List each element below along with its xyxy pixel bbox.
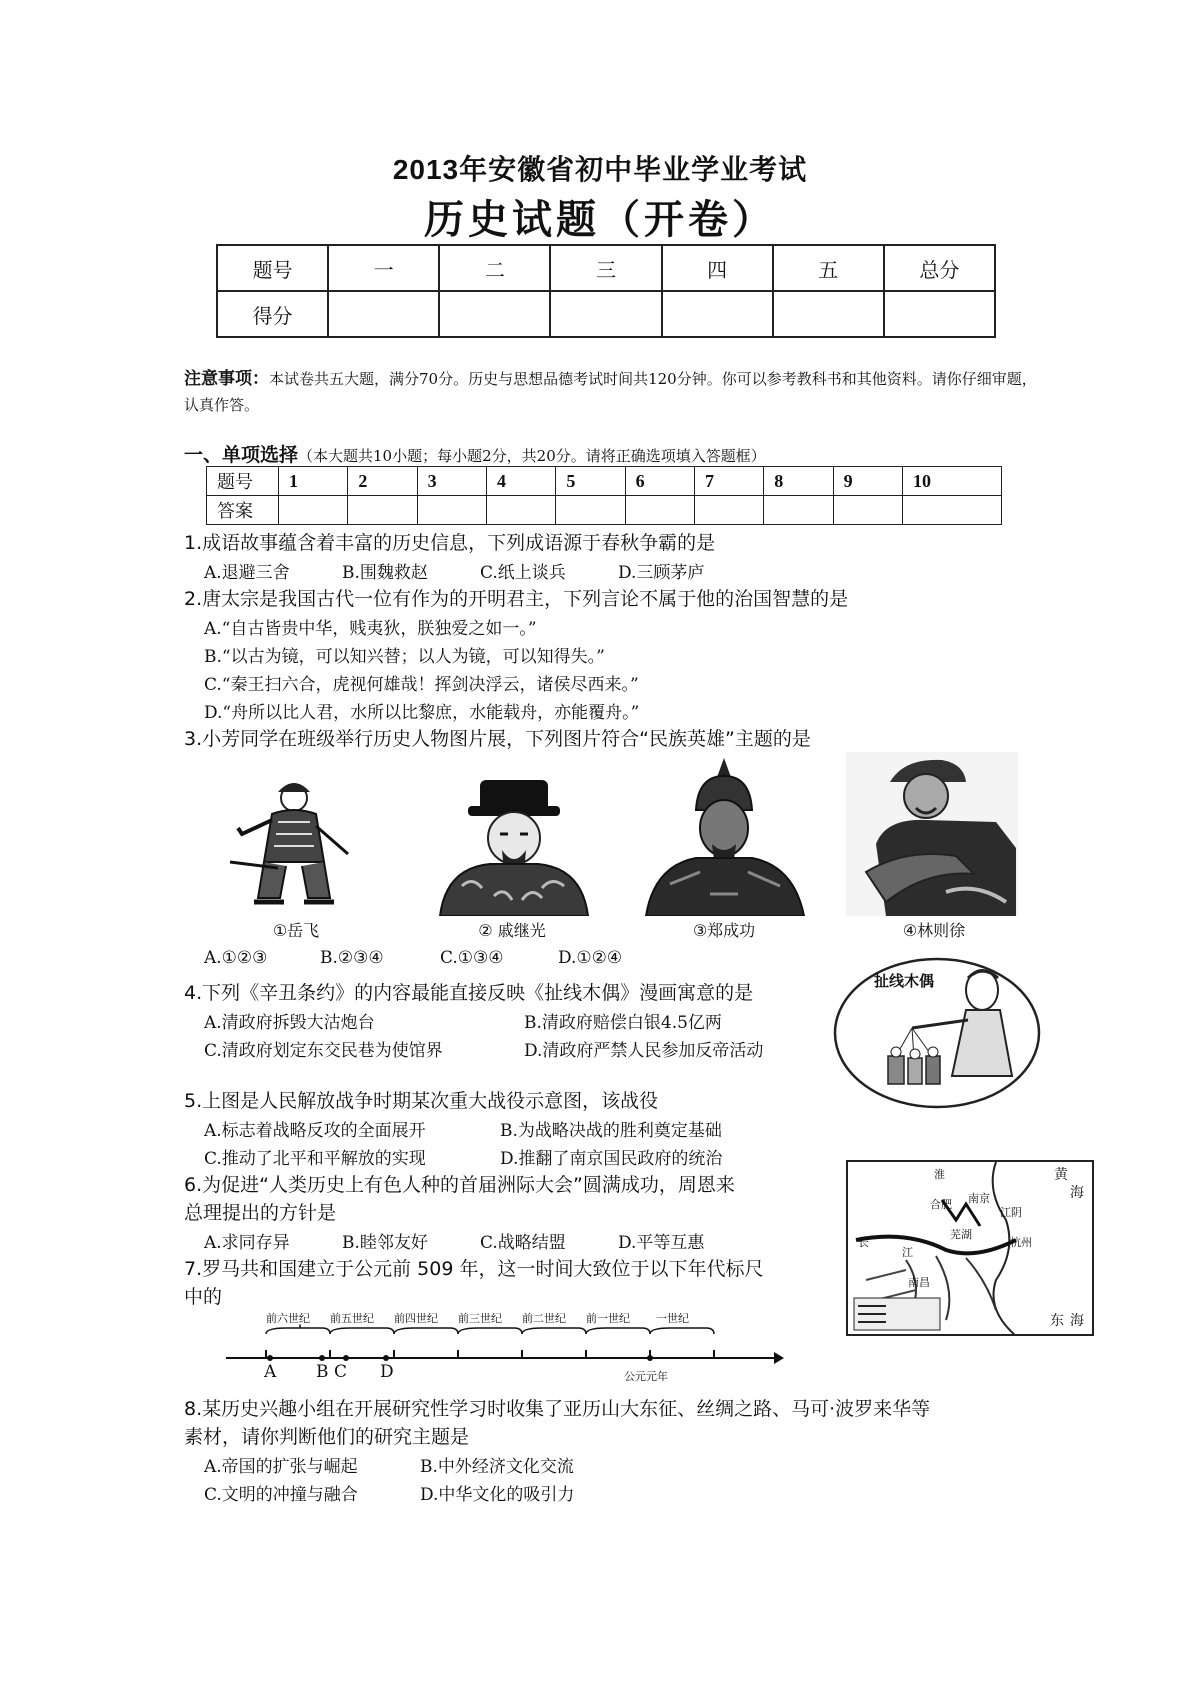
century-timeline	[226, 1310, 786, 1380]
score-input-cell[interactable]	[662, 291, 773, 337]
timeline-century-label: 前四世纪	[394, 1312, 438, 1325]
score-input-cell[interactable]	[439, 291, 550, 337]
question-1-option-a[interactable]: A.退避三舍	[204, 563, 290, 583]
answer-number: 2	[348, 467, 417, 496]
caption-qi-jiguang: ② 戚继光	[478, 921, 546, 940]
question-2-option-c[interactable]: C.“秦王扫六合，虎视何雄哉！挥剑决浮云，诸侯尽西来。”	[204, 675, 639, 695]
map-label: 合肥	[930, 1198, 952, 1211]
answer-cell[interactable]	[486, 496, 555, 525]
question-8-stem-line2: 素材，请你判断他们的研究主题是	[184, 1426, 470, 1448]
answer-cell[interactable]	[417, 496, 486, 525]
question-1-option-d[interactable]: D.三顾茅庐	[618, 563, 705, 583]
answer-cell[interactable]	[625, 496, 694, 525]
question-8-stem-line1: 8.某历史兴趣小组在开展研究性学习时收集了亚历山大东征、丝绸之路、马可·波罗来华等	[184, 1398, 931, 1420]
caption-yue-fei: ①岳飞	[272, 921, 320, 940]
answer-table-number-row	[207, 467, 1002, 496]
map-label: 江阴	[1000, 1206, 1022, 1219]
answer-number: 6	[625, 467, 694, 496]
question-5-option-b[interactable]: B.为战略决战的胜利奠定基础	[500, 1121, 722, 1141]
answer-number: 1	[279, 467, 348, 496]
question-6-option-d[interactable]: D.平等互惠	[618, 1233, 705, 1253]
question-2-option-a[interactable]: A.“自古皆贵中华，贱夷狄，朕独爱之如一。”	[204, 619, 537, 639]
answer-number: 10	[902, 467, 1001, 496]
question-5-option-a[interactable]: A.标志着战略反攻的全面展开	[204, 1121, 426, 1141]
question-3-option-a[interactable]: A.①②③	[204, 948, 268, 968]
answer-cell[interactable]	[902, 496, 1001, 525]
score-input-cell[interactable]	[328, 291, 439, 337]
exam-subtitle: 历史试题（开卷）	[424, 197, 776, 243]
answer-cell[interactable]	[556, 496, 625, 525]
question-4-stem: 4.下列《辛丑条约》的内容最能直接反映《扯线木偶》漫画寓意的是	[184, 982, 754, 1004]
score-cell: 三	[550, 245, 661, 291]
map-label: 杭州	[1010, 1236, 1032, 1249]
question-4-option-a[interactable]: A.清政府拆毁大沽炮台	[204, 1013, 375, 1033]
timeline-century-label: 前三世纪	[458, 1312, 502, 1325]
score-table-score-row	[217, 291, 995, 337]
question-5-stem: 5.上图是人民解放战争时期某次重大战役示意图，该战役	[184, 1090, 659, 1112]
question-2-option-b[interactable]: B.“以古为镜，可以知兴替；以人为镜，可以知得失。”	[204, 647, 605, 667]
answer-cell[interactable]	[764, 496, 833, 525]
timeline-epoch-label: 公元元年	[624, 1370, 668, 1383]
map-label: 南昌	[908, 1276, 930, 1289]
score-input-cell[interactable]	[773, 291, 884, 337]
question-8-option-b[interactable]: B.中外经济文化交流	[420, 1457, 574, 1477]
answer-cell[interactable]	[348, 496, 417, 525]
caption-lin-zexu: ④林则徐	[902, 921, 966, 940]
score-cell: 总分	[884, 245, 995, 291]
notice-label: 注意事项：	[184, 369, 269, 389]
timeline-point-d: D	[380, 1362, 394, 1382]
qi-jiguang-portrait	[432, 776, 596, 916]
score-input-cell[interactable]	[884, 291, 995, 337]
answer-cell[interactable]	[279, 496, 348, 525]
answer-cell[interactable]	[694, 496, 763, 525]
question-3-option-c[interactable]: C.①③④	[440, 948, 504, 968]
timeline-century-label: 一世纪	[656, 1312, 689, 1325]
answer-number: 3	[417, 467, 486, 496]
question-6-stem-line2: 总理提出的方针是	[184, 1202, 337, 1224]
timeline-century-label: 前二世纪	[522, 1312, 566, 1325]
question-3-stem: 3.小芳同学在班级举行历史人物图片展，下列图片符合“民族英雄”主题的是	[184, 728, 811, 750]
question-8-option-a[interactable]: A.帝国的扩张与崛起	[204, 1457, 358, 1477]
map-label: 黄	[1054, 1167, 1068, 1183]
timeline-point-b: B	[316, 1362, 329, 1382]
timeline-century-label: 前五世纪	[330, 1312, 374, 1325]
score-cell: 题号	[217, 245, 328, 291]
map-label: 东	[1050, 1313, 1064, 1329]
question-4-option-b[interactable]: B.清政府赔偿白银4.5亿两	[524, 1013, 722, 1033]
question-4-option-c[interactable]: C.清政府划定东交民巷为使馆界	[204, 1041, 443, 1061]
score-input-cell[interactable]	[550, 291, 661, 337]
exam-title: 2013年安徽省初中毕业学业考试	[392, 154, 808, 185]
score-cell: 二	[439, 245, 550, 291]
answer-table	[206, 466, 1002, 525]
timeline-point-c: C	[334, 1362, 348, 1382]
question-8-option-d[interactable]: D.中华文化的吸引力	[420, 1485, 575, 1505]
question-6-option-c[interactable]: C.战略结盟	[480, 1233, 566, 1253]
lin-zexu-portrait	[846, 752, 1018, 916]
timeline-century-label: 前一世纪	[586, 1312, 630, 1325]
question-1-option-c[interactable]: C.纸上谈兵	[480, 563, 566, 583]
score-table	[216, 244, 996, 338]
question-7-stem-line2: 中的	[184, 1286, 223, 1308]
question-3-option-b[interactable]: B.②③④	[320, 948, 384, 968]
answer-table-label: 答案	[207, 496, 279, 525]
score-cell: 一	[328, 245, 439, 291]
question-2-stem: 2.唐太宗是我国古代一位有作为的开明君主，下列言论不属于他的治国智慧的是	[184, 588, 849, 610]
question-6-option-a[interactable]: A.求同存异	[204, 1233, 290, 1253]
question-8-option-c[interactable]: C.文明的冲撞与融合	[204, 1485, 358, 1505]
question-1-stem: 1.成语故事蕴含着丰富的历史信息，下列成语源于春秋争霸的是	[184, 532, 716, 554]
map-label: 淮	[934, 1168, 945, 1181]
answer-number: 7	[694, 467, 763, 496]
map-label: 江	[902, 1246, 913, 1259]
map-label: 长	[858, 1236, 869, 1249]
answer-table-answer-row	[207, 496, 1002, 525]
yue-fei-illustration	[228, 776, 358, 916]
puppet-cartoon-title: 扯线木偶	[874, 972, 935, 990]
notice	[184, 366, 1044, 418]
map-label: 南京	[968, 1192, 990, 1205]
map-label: 海	[1070, 1185, 1084, 1201]
question-6-stem-line1: 6.为促进“人类历史上有色人种的首届洲际大会”圆满成功，周恩来	[184, 1174, 735, 1196]
score-cell: 四	[662, 245, 773, 291]
question-7-stem-line1: 7.罗马共和国建立于公元前 509 年，这一时间大致位于以下年代标尺	[184, 1258, 764, 1280]
answer-cell[interactable]	[833, 496, 902, 525]
puppet-cartoon	[832, 956, 1042, 1110]
question-4-option-d[interactable]: D.清政府严禁人民参加反帝活动	[524, 1041, 764, 1061]
answer-table-label: 题号	[207, 467, 279, 496]
timeline-century-label: 前六世纪	[266, 1312, 310, 1325]
section1-note: （本大题共10小题；每小题2分，共20分。请将正确选项填入答题框）	[298, 447, 766, 465]
answer-number: 4	[486, 467, 555, 496]
score-table-header-row	[217, 245, 995, 291]
question-5-option-c[interactable]: C.推动了北平和平解放的实现	[204, 1149, 426, 1169]
section1-heading	[184, 440, 766, 467]
question-3-option-d[interactable]: D.①②④	[558, 948, 623, 968]
question-5-option-d[interactable]: D.推翻了南京国民政府的统治	[500, 1149, 723, 1169]
question-1-option-b[interactable]: B.围魏救赵	[342, 563, 428, 583]
zheng-chenggong-statue	[640, 754, 808, 916]
section1-title: 一、单项选择	[184, 444, 299, 466]
score-cell: 五	[773, 245, 884, 291]
question-6-option-b[interactable]: B.睦邻友好	[342, 1233, 428, 1253]
timeline-point-a: A	[264, 1362, 277, 1382]
map-label: 芜湖	[950, 1228, 972, 1241]
notice-text: 本试卷共五大题，满分70分。历史与思想品德考试时间共120分钟。你可以参考教科书和其他资料。请你仔细审题，认真作答。	[184, 370, 1037, 414]
answer-number: 8	[764, 467, 833, 496]
question-2-option-d[interactable]: D.“舟所以比人君，水所以比黎庶，水能载舟，亦能覆舟。”	[204, 703, 640, 723]
map-label: 海	[1070, 1313, 1084, 1329]
answer-number: 5	[556, 467, 625, 496]
score-label-cell: 得分	[217, 291, 328, 337]
answer-number: 9	[833, 467, 902, 496]
caption-zheng-chenggong: ③郑成功	[692, 921, 756, 940]
